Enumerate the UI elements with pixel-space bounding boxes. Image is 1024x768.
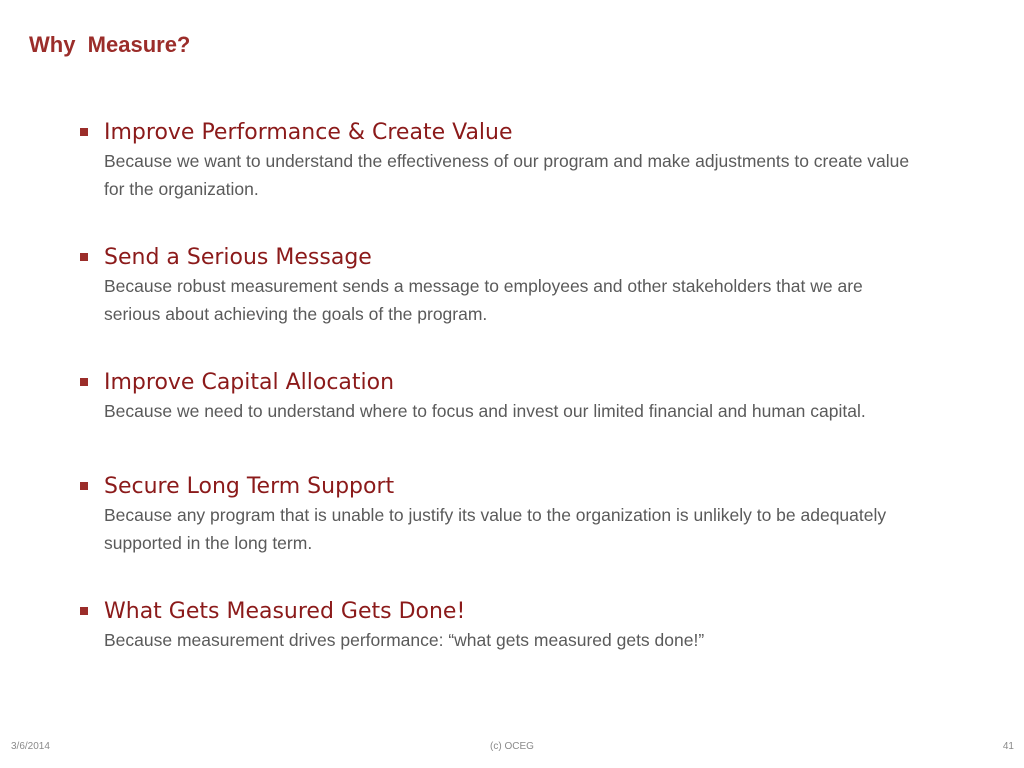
bullet-heading: Secure Long Term Support bbox=[104, 474, 395, 499]
square-bullet-icon bbox=[80, 607, 88, 615]
square-bullet-icon bbox=[80, 253, 88, 261]
bullet-list bbox=[80, 119, 910, 654]
bullet-heading: What Gets Measured Gets Done! bbox=[104, 599, 466, 624]
bullet-body: Because measurement drives performance: “what gets measured gets done!” bbox=[104, 630, 705, 650]
bullet-heading: Send a Serious Message bbox=[104, 245, 372, 270]
square-bullet-icon bbox=[80, 378, 88, 386]
page-number: 41 bbox=[1002, 741, 1014, 752]
slide-title: Why Measure? bbox=[29, 32, 191, 57]
bullet-body: Because any program that is unable to justify its value to the organization is unlikely to be adequately supported in the long term. bbox=[104, 505, 887, 553]
bullet-body: Because robust measurement sends a message to employees and other stakeholders that we are serious about achieving the goals of the program. bbox=[104, 276, 863, 324]
bullet-item bbox=[80, 119, 910, 203]
bullet-body: Because we want to understand the effectiveness of our program and make adjustments to create value for the organization. bbox=[104, 151, 910, 199]
footer-copyright: (c) OCEG bbox=[490, 741, 534, 752]
bullet-item bbox=[80, 244, 910, 328]
bullet-item bbox=[80, 369, 910, 425]
square-bullet-icon bbox=[80, 128, 88, 136]
bullet-heading: Improve Capital Allocation bbox=[104, 370, 395, 395]
bullet-body: Because we need to understand where to focus and invest our limited financial and human capital. bbox=[104, 401, 866, 421]
square-bullet-icon bbox=[80, 482, 88, 490]
footer-date: 3/6/2014 bbox=[11, 741, 50, 752]
bullet-heading: Improve Performance & Create Value bbox=[104, 120, 513, 145]
bullet-item bbox=[80, 473, 910, 557]
bullet-item bbox=[80, 598, 910, 654]
